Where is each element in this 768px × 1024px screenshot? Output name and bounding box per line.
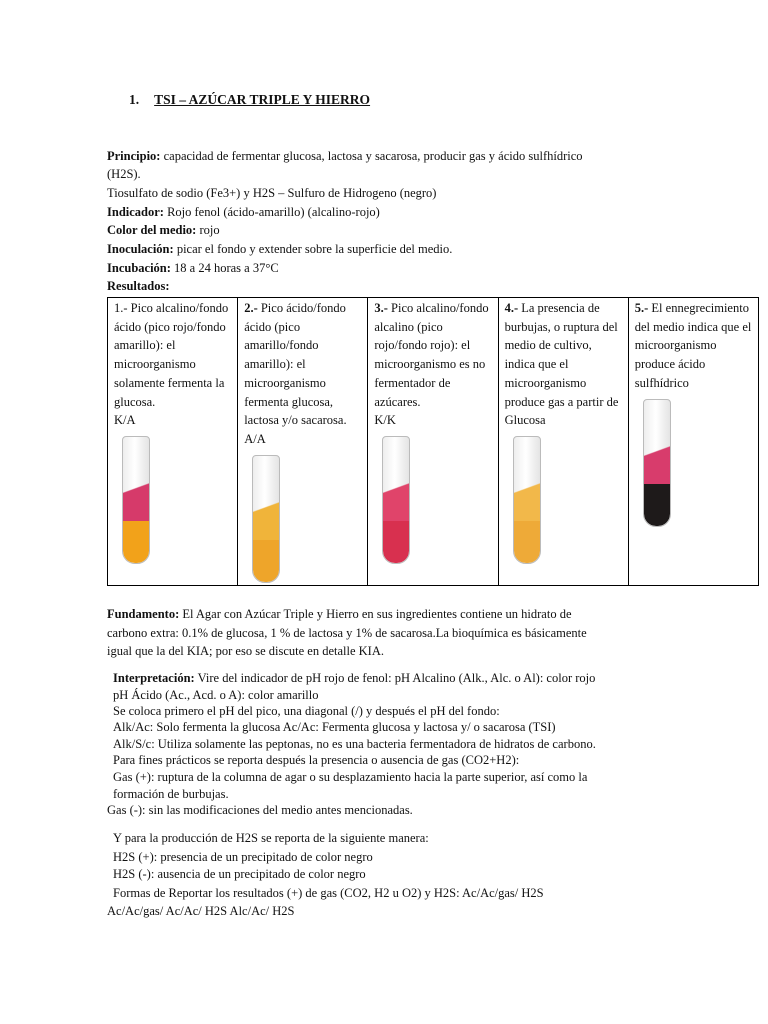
principle-text: capacidad de fermentar glucosa, lactosa y sacarosa, producir gas y ácido sulfhídrico	[163, 149, 583, 163]
fundamento-label: Fundamento:	[107, 607, 180, 621]
tube-slant	[253, 494, 279, 542]
interpretation-line-5: Alk/S/c: Utiliza solamente las peptonas, no es una bacteria fermentadora de hidratos de carbono.	[113, 737, 596, 751]
color-label: Color del medio:	[107, 223, 197, 237]
results-label: Resultados:	[107, 279, 170, 293]
tube-butt	[123, 521, 149, 563]
incubation-text: 18 a 24 horas a 37°C	[174, 261, 279, 275]
interpretation-line-9: Gas (-): sin las modificaciones del medio antes mencionadas.	[107, 803, 413, 817]
result-number: 4.-	[504, 301, 519, 315]
tube-butt	[644, 484, 670, 526]
tube-slant	[383, 475, 409, 523]
indicator-text: Rojo fenol (ácido-amarillo) (alcalino-rojo)	[167, 205, 380, 219]
test-tube-image	[505, 436, 549, 566]
color-line	[107, 222, 220, 238]
results-table	[107, 297, 759, 586]
inoculation-label: Inoculación:	[107, 242, 174, 256]
principle-thiosulfate: Tiosulfato de sodio (Fe3+) y H2S – Sulfuro de Hidrogeno (negro)	[107, 186, 437, 200]
result-number: 2.-	[244, 301, 258, 315]
h2s-line-3: H2S (-): ausencia de un precipitado de color negro	[113, 867, 366, 881]
h2s-line-5: Ac/Ac/gas/ Ac/Ac/ H2S Alc/Ac/ H2S	[107, 904, 295, 918]
tube-glass	[382, 436, 410, 564]
test-tube-image	[114, 436, 158, 566]
interpretation-line-3: Se coloca primero el pH del pico, una diagonal (/) y después el pH del fondo:	[113, 704, 500, 718]
result-text: Pico alcalino/fondo ácido (pico rojo/fondo amarillo): el microorganismo solamente fermenta la glucosa.	[114, 301, 229, 409]
section-number: 1.	[129, 92, 140, 107]
test-tube-image	[374, 436, 418, 566]
result-code: K/K	[374, 413, 396, 428]
color-text: rojo	[199, 223, 220, 237]
tube-glass	[643, 399, 671, 527]
principle-line	[107, 148, 583, 164]
interpretation-label: Interpretación:	[113, 671, 195, 685]
interpretation-line-8: formación de burbujas.	[113, 787, 229, 801]
h2s-line-4: Formas de Reportar los resultados (+) de gas (CO2, H2 u O2) y H2S: Ac/Ac/gas/ H2S	[113, 886, 544, 900]
inoculation-text: picar el fondo y extender sobre la superficie del medio.	[176, 242, 453, 256]
tube-slant	[644, 438, 670, 486]
principle-h2s: (H2S).	[107, 167, 141, 181]
tube-butt	[253, 540, 279, 582]
result-code: K/A	[114, 413, 136, 428]
result-cell-4	[498, 298, 628, 586]
interpretation-line-1: Interpretación: Vire del indicador de pH rojo de fenol: pH Alcalino (Alk., Alc. o Al): color rojo	[113, 671, 596, 685]
results-row	[108, 298, 759, 586]
test-tube-image	[244, 455, 288, 585]
principle-label: Principio:	[107, 149, 161, 163]
tube-slant	[514, 475, 540, 523]
result-text: La presencia de burbujas, o ruptura del medio de cultivo, indica que el microorganismo produce gas a partir de Glucosa	[504, 301, 619, 428]
tube-butt	[383, 521, 409, 563]
indicator-line	[107, 204, 380, 220]
result-number: 3.-	[374, 301, 388, 315]
incubation-line	[107, 260, 279, 276]
h2s-line-1: Y para la producción de H2S se reporta de la siguiente manera:	[113, 831, 429, 845]
h2s-line-2: H2S (+): presencia de un precipitado de color negro	[113, 850, 373, 864]
incubation-label: Incubación:	[107, 261, 171, 275]
result-text: Pico alcalino/fondo alcalino (pico rojo/fondo rojo): el microorganismo es no fermentador de azúcares.	[374, 301, 489, 409]
tube-butt	[514, 521, 540, 563]
result-cell-5	[628, 298, 758, 586]
result-cell-1	[108, 298, 238, 586]
tube-glass	[252, 455, 280, 583]
fundamento-line-2: carbono extra: 0.1% de glucosa, 1 % de lactosa y 1% de sacarosa.La bioquímica es básicamente	[107, 626, 587, 640]
indicator-label: Indicador:	[107, 205, 164, 219]
tube-glass	[122, 436, 150, 564]
result-text: El ennegrecimiento del medio indica que el microorganismo produce ácido sulfhídrico	[634, 301, 752, 390]
interpretation-line-6: Para fines prácticos se reporta después la presencia o ausencia de gas (CO2+H2):	[113, 753, 520, 767]
result-code: A/A	[244, 431, 266, 446]
result-number: 5.-	[634, 301, 649, 315]
inoculation-line	[107, 241, 452, 257]
tube-slant	[123, 475, 149, 523]
test-tube-image	[635, 399, 679, 529]
tube-glass	[513, 436, 541, 564]
result-number: 1.-	[114, 301, 128, 315]
interpretation-line-2: pH Ácido (Ac., Acd. o A): color amarillo	[113, 688, 319, 702]
section-title-text: TSI – AZÚCAR TRIPLE Y HIERRO	[154, 92, 371, 107]
fundamento-line-1: Fundamento: El Agar con Azúcar Triple y Hierro en sus ingredientes contiene un hidrato de	[107, 607, 572, 621]
fundamento-line-3: igual que la del KIA; por eso se discute en detalle KIA.	[107, 644, 384, 658]
result-text: Pico ácido/fondo ácido (pico amarillo/fondo amarillo): el microorganismo fermenta glucosa, lactosa y/o sacarosa.	[244, 301, 347, 428]
result-cell-3	[368, 298, 498, 586]
interpretation-line-7: Gas (+): ruptura de la columna de agar o su desplazamiento hacia la parte superior, así como la	[113, 770, 588, 784]
result-cell-2	[238, 298, 368, 586]
interpretation-line-4: Alk/Ac: Solo fermenta la glucosa Ac/Ac: Fermenta glucosa y lactosa y/ o sacarosa (TSI)	[113, 720, 556, 734]
section-title	[129, 92, 370, 108]
